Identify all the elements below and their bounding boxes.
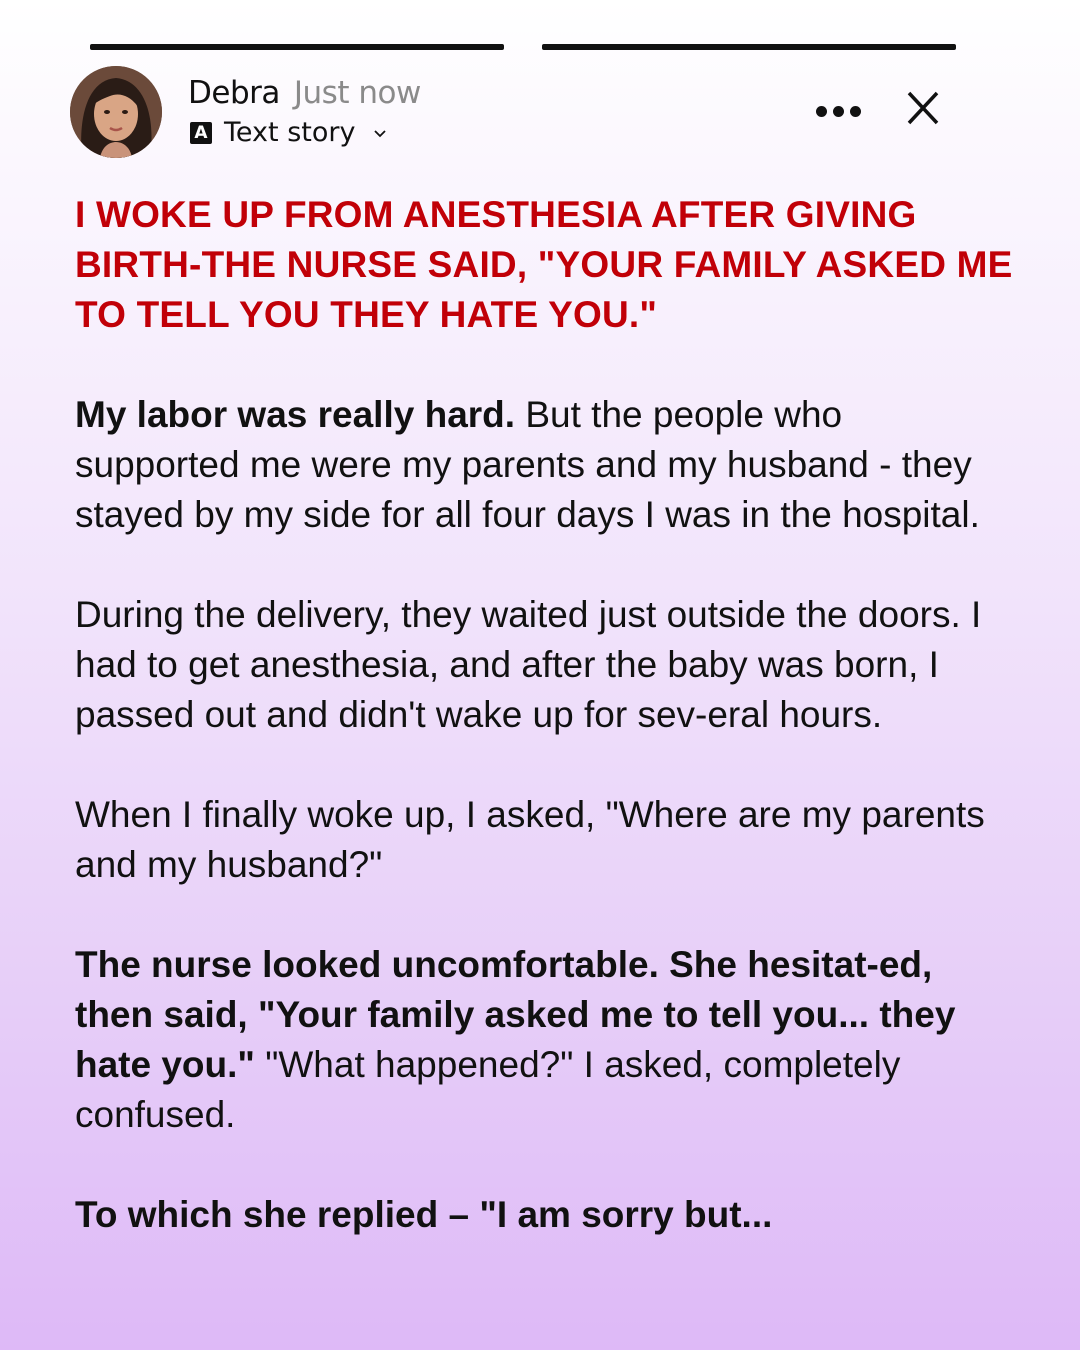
paragraph-5-bold: To which she replied – "I am sorry but... bbox=[75, 1194, 773, 1235]
story-type-label: Text story bbox=[224, 117, 356, 148]
paragraph-5 bbox=[75, 1190, 1015, 1240]
story-progress bbox=[90, 44, 956, 50]
paragraph-1-rest: But the people who supported me were my parents and my husband - they stayed by my side for all four days I was in the hospital. bbox=[75, 394, 980, 535]
paragraph-4-bold: The nurse looked uncomfortable. She hesitat-ed, then said, "Your family asked me to tell you... they hate you." bbox=[75, 944, 956, 1085]
story-header bbox=[70, 66, 1010, 158]
author-name[interactable]: Debra bbox=[188, 75, 280, 111]
more-icon[interactable] bbox=[816, 96, 862, 126]
story-text bbox=[75, 190, 1015, 1240]
avatar[interactable] bbox=[70, 66, 162, 158]
story-type-selector[interactable] bbox=[188, 116, 421, 150]
story-meta bbox=[188, 74, 421, 150]
close-icon[interactable] bbox=[906, 90, 940, 126]
post-time: Just now bbox=[293, 75, 421, 111]
progress-segment bbox=[542, 44, 956, 50]
paragraph-2: During the delivery, they waited just outside the doors. I had to get anesthesia, and after the baby was born, I passed out and didn't wake up for sev-eral hours. bbox=[75, 594, 982, 735]
paragraph-3: When I finally woke up, I asked, "Where are my parents and my husband?" bbox=[75, 794, 985, 885]
author-row bbox=[188, 74, 421, 112]
avatar-photo bbox=[70, 66, 162, 158]
paragraph-4 bbox=[75, 940, 1015, 1140]
paragraph-1-bold: My labor was really hard. bbox=[75, 394, 516, 435]
text-story-icon: A bbox=[190, 122, 212, 144]
paragraph-1 bbox=[75, 390, 1015, 540]
story-headline: I WOKE UP FROM ANESTHESIA AFTER GIVING BIRTH-THE NURSE SAID, "YOUR FAMILY ASKED ME TO TELL YOU THEY HATE YOU." bbox=[75, 194, 1013, 335]
paragraph-4-rest: "What happened?" I asked, completely confused. bbox=[75, 1044, 901, 1135]
chevron-down-icon bbox=[373, 126, 387, 140]
progress-segment bbox=[90, 44, 504, 50]
